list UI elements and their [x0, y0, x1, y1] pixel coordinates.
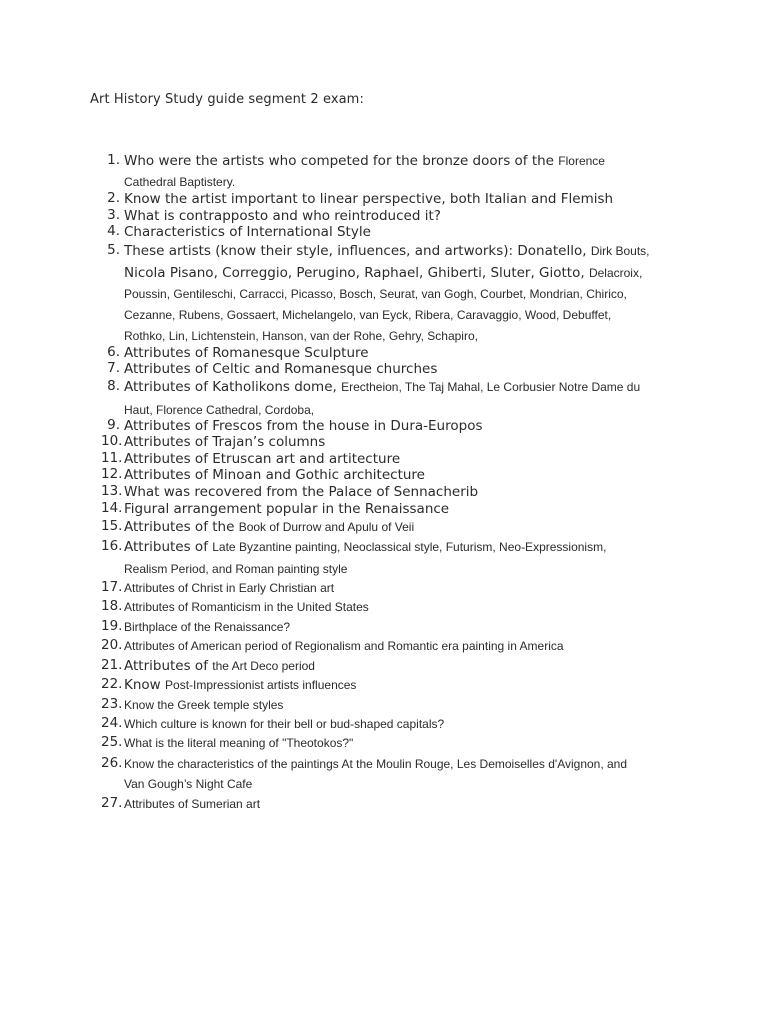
page-title: Art History Study guide segment 2 exam:: [90, 92, 364, 107]
list-item-number: 27.: [101, 795, 123, 811]
list-item-line: [124, 223, 371, 241]
list-item-text: Book of Durrow and Apulu of Veii: [238, 520, 415, 534]
list-item-text: Attributes of Trajan’s columns: [124, 434, 326, 450]
list-item-line: [124, 518, 414, 536]
list-item-line: [124, 755, 627, 773]
list-item-line: [124, 734, 353, 752]
list-item-line: [124, 795, 260, 813]
list-item-number: 13.: [101, 483, 123, 499]
list-item-text: Know: [124, 677, 166, 693]
list-item-number: 22.: [101, 676, 123, 692]
list-item-text: Attributes of the: [124, 519, 239, 535]
list-item-line: [124, 483, 478, 501]
list-item-line: [124, 306, 611, 324]
list-item-number: 6.: [107, 344, 120, 360]
list-item-text: Figural arrangement popular in the Renaissance: [124, 501, 450, 517]
list-item-text: Late Byzantine painting, Neoclassical style, Futurism, Neo-Expressionism,: [212, 540, 607, 554]
list-item-text: Characteristics of International Style: [124, 224, 371, 240]
list-item-text: Nicola Pisano, Correggio, Perugino, Raphael, Ghiberti, Sluter, Giotto,: [124, 265, 589, 281]
list-item-text: Dirk Bouts,: [590, 244, 650, 258]
list-item-line: [124, 618, 290, 636]
list-item-number: 11.: [101, 450, 123, 466]
list-item-number: 25.: [101, 734, 123, 750]
list-item-text: Know the characteristics of the paintings At the Moulin Rouge, Les Demoiselles d'Avignon, and: [124, 757, 628, 771]
list-item-number: 19.: [101, 618, 123, 634]
list-item-line: [124, 466, 425, 484]
list-item-line: [124, 637, 564, 655]
list-item-text: Attributes of Etruscan art and artitecture: [124, 451, 401, 467]
list-item-line: [124, 598, 369, 616]
list-item-text: Cezanne, Rubens, Gossaert, Michelangelo, van Eyck, Ribera, Caravaggio, Wood, Debuffet,: [124, 308, 612, 322]
list-item-line: [124, 285, 627, 303]
list-item-number: 10.: [101, 433, 123, 449]
list-item-line: [124, 775, 252, 793]
list-item-number: 7.: [107, 360, 120, 376]
list-item-number: 15.: [101, 518, 123, 534]
list-item-number: 4.: [107, 223, 120, 239]
list-item-line: [124, 242, 650, 260]
list-item-line: [124, 538, 606, 556]
list-item-text: the Art Deco period: [212, 659, 315, 673]
list-item-number: 1.: [107, 152, 120, 168]
list-item-line: [124, 696, 283, 714]
list-item-number: 21.: [101, 657, 123, 673]
list-item-number: 24.: [101, 715, 123, 731]
list-item-line: [124, 190, 613, 208]
list-item-text: What is the literal meaning of "Theotokos?": [124, 736, 354, 750]
list-item-text: Attributes of Minoan and Gothic architecture: [124, 467, 425, 483]
list-item-number: 20.: [101, 637, 123, 653]
list-item-text: Delacroix,: [588, 266, 643, 280]
list-item-number: 9.: [107, 417, 120, 433]
list-item-line: [124, 327, 478, 345]
list-item-text: Attributes of American period of Regionalism and Romantic era painting in America: [124, 639, 564, 653]
list-item-line: [124, 676, 356, 694]
list-item-line: [124, 152, 605, 170]
list-item-text: Attributes of Romanticism in the United States: [124, 600, 369, 614]
list-item-text: Erectheion, The Taj Mahal, Le Corbusier Notre Dame du: [341, 380, 641, 394]
list-item-text: Rothko, Lin, Lichtenstein, Hanson, van der Rohe, Gehry, Schapiro,: [124, 329, 478, 343]
list-item-line: [124, 715, 444, 733]
list-item-text: Attributes of Celtic and Romanesque churches: [124, 361, 438, 377]
list-item-line: [124, 500, 449, 518]
list-item-text: Birthplace of the Renaissance?: [124, 620, 291, 634]
list-item-number: 2.: [107, 190, 120, 206]
list-item-text: Poussin, Gentileschi, Carracci, Picasso, Bosch, Seurat, van Gogh, Courbet, Mondrian, Chirico,: [124, 287, 627, 301]
list-item-line: [124, 657, 315, 675]
list-item-number: 16.: [101, 538, 123, 554]
list-item-line: [124, 560, 347, 578]
list-item-text: Know the Greek temple styles: [124, 698, 284, 712]
list-item-text: Van Gough’s Night Cafe: [124, 777, 253, 791]
list-item-text: Who were the artists who competed for the bronze doors of the: [124, 153, 559, 169]
list-item-line: [124, 360, 437, 378]
list-item-text: Realism Period, and Roman painting style: [124, 562, 348, 576]
list-item-number: 17.: [101, 579, 123, 595]
list-item-text: Attributes of Katholikons dome,: [124, 379, 342, 395]
list-item-number: 5.: [107, 242, 120, 258]
list-item-text: Attributes of Frescos from the house in Dura-Europos: [124, 418, 483, 434]
list-item-line: [124, 579, 334, 597]
list-item-line: [124, 378, 640, 396]
list-item-text: Attributes of: [124, 539, 213, 555]
list-item-text: Which culture is known for their bell or bud-shaped capitals?: [124, 717, 445, 731]
list-item-text: Haut, Florence Cathedral, Cordoba,: [124, 403, 315, 417]
list-item-text: Know the artist important to linear perspective, both Italian and Flemish: [124, 191, 614, 207]
list-item-number: 8.: [107, 378, 120, 394]
list-item-text: Post-Impressionist artists influences: [165, 678, 357, 692]
list-item-text: Cathedral Baptistery.: [124, 175, 236, 189]
list-item-line: [124, 173, 235, 191]
list-item-number: 26.: [101, 755, 123, 771]
list-item-number: 18.: [101, 598, 123, 614]
list-item-number: 14.: [101, 500, 123, 516]
list-item-text: What was recovered from the Palace of Sennacherib: [124, 484, 479, 500]
list-item-text: Attributes of: [124, 658, 213, 674]
list-item-text: Florence: [558, 154, 605, 168]
list-item-number: 3.: [107, 207, 120, 223]
list-item-number: 23.: [101, 696, 123, 712]
list-item-text: What is contrapposto and who reintroduced it?: [124, 208, 441, 224]
list-item-text: These artists (know their style, influences, and artworks): Donatello,: [124, 243, 591, 259]
list-item-text: Attributes of Sumerian art: [124, 797, 261, 811]
list-item-text: Attributes of Romanesque Sculpture: [124, 345, 369, 361]
list-item-number: 12.: [101, 466, 123, 482]
list-item-line: [124, 264, 642, 282]
list-item-line: [124, 433, 325, 451]
list-item-text: Attributes of Christ in Early Christian art: [124, 581, 335, 595]
